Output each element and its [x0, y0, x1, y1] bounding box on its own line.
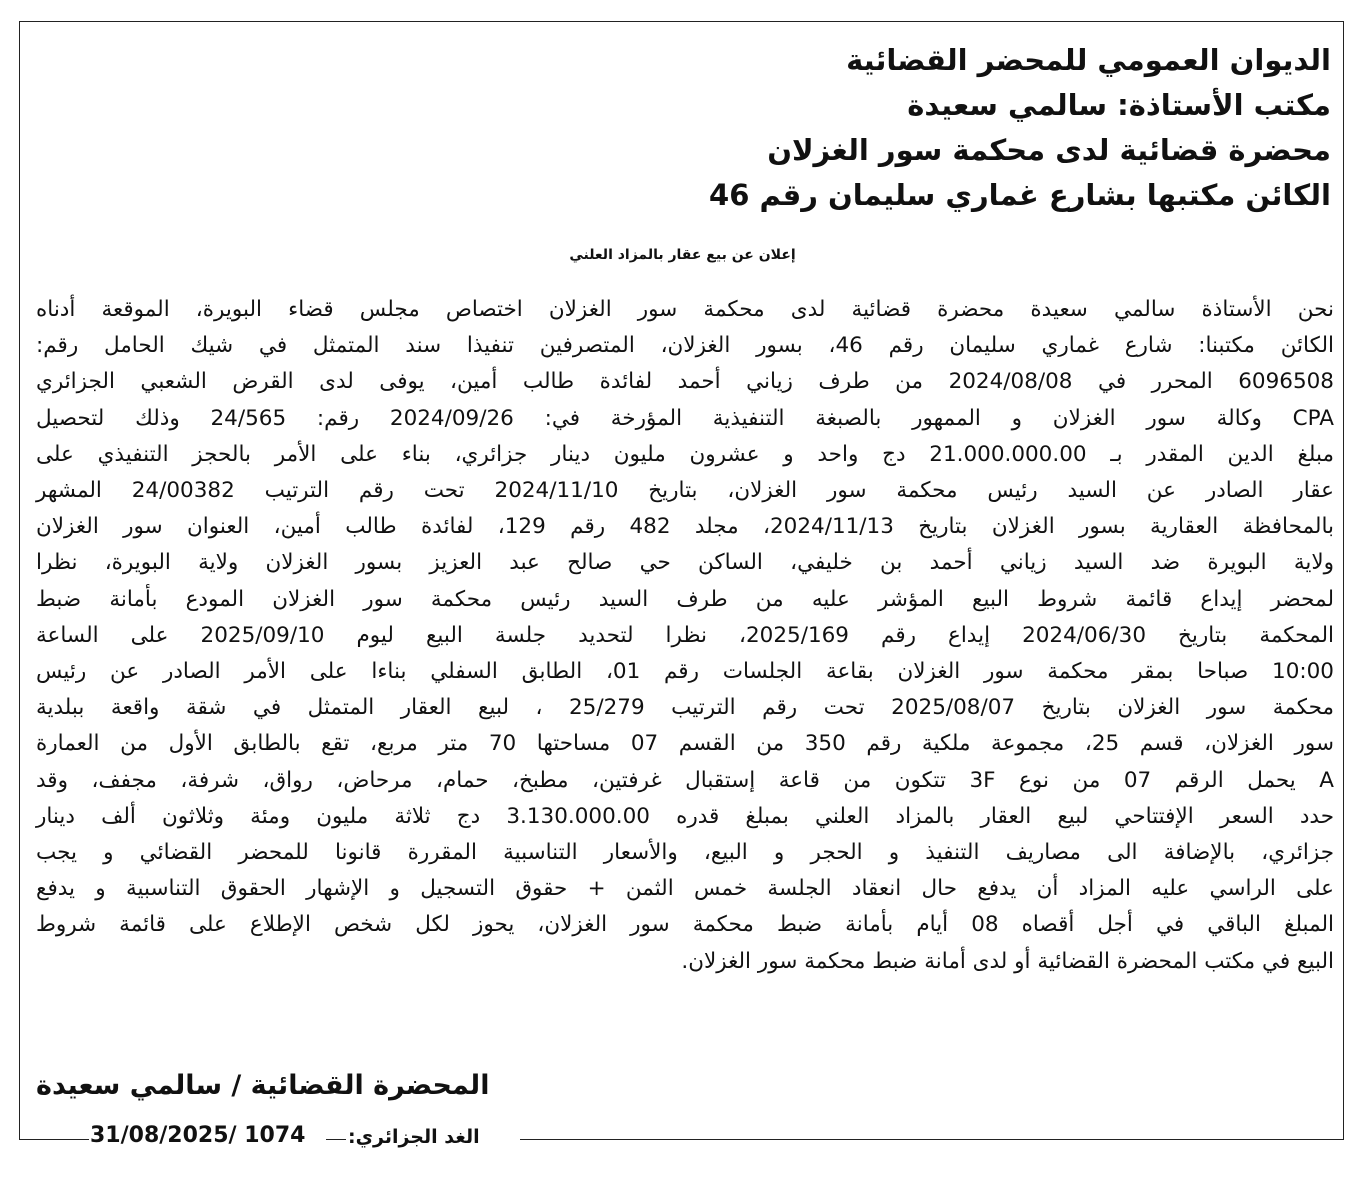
body-line: لمحضر إيداع قائمة شروط البيع المؤشر عليه من طرف السيد رئيس محكمة سور الغزلان المودع بأمانة ضبط [36, 586, 1334, 612]
newspaper-name: الغد الجزائري: [348, 1126, 480, 1148]
office-header [431, 38, 1331, 218]
body-line: عقار الصادر عن السيد رئيس محكمة سور الغزلان، بتاريخ 2024/11/10 تحت رقم الترتيب 24/00382 المشهر [36, 478, 1334, 504]
publication-reference: 31/08/2025/ 1074 [90, 1123, 306, 1148]
bottom-rule-left [19, 1139, 89, 1140]
body-line: محكمة سور الغزلان بتاريخ 2025/08/07 تحت رقم الترتيب 25/279 ، لبيع العقار المتمثل في شقة واقعة ببلدية [36, 695, 1334, 721]
body-line: ولاية البويرة ضد السيد زياني أحمد بن خليفي، الساكن حي صالح عبد العزيز بسور الغزلان ولاية البويرة، نظرا [36, 550, 1334, 576]
body-line: 6096508 المحرر في 2024/08/08 من طرف زياني أحمد لفائدة طالب أمين، يوفى لدى القرض الشعبي الجزائري [36, 369, 1334, 395]
body-line: بالمحافظة العقارية بسور الغزلان بتاريخ 2024/11/13، مجلد 482 رقم 129، لفائدة طالب أمين، العنوان سور الغزلان [36, 514, 1335, 540]
body-line: مبلغ الدين المقدر بـ 21.000.000.00 دج واحد و عشرون مليون دينار جزائري، بناء على الأمر بالحجز التنفيذي على [36, 441, 1335, 467]
body-line: البيع في مكتب المحضرة القضائية أو لدى أمانة ضبط محكمة سور الغزلان. [681, 948, 1334, 974]
header-office-name: الديوان العمومي للمحضر القضائية [846, 43, 1331, 77]
signature: المحضرة القضائية / سالمي سعيدة [36, 1070, 490, 1101]
body-line: على الراسي عليه المزاد أن يدفع حال انعقاد الجلسة خمس الثمن + حقوق التسجيل و الإشهار الحقوق التناسبية و يدفع [36, 876, 1334, 902]
body-line: الكائن مكتبنا: شارع غماري سليمان رقم 46، بسور الغزلان، المتصرفين تنفيذا سند المتمثل في شيك الحامل رقم: [36, 333, 1334, 359]
body-line: المبلغ الباقي في أجل أقصاه 08 أيام بأمانة ضبط محكمة سور الغزلان، يحوز لكل شخص الإطلاع على قائمة شروط [36, 912, 1334, 938]
body-line: A يحمل الرقم 07 من نوع 3F تتكون من قاعة إستقبال غرفتين، مطبخ، حمام، مرحاض، رواق، شرفة، مجفف، وقد [36, 767, 1334, 793]
bottom-rule-right [520, 1139, 1344, 1140]
header-bailiff-name: مكتب الأستاذة: سالمي سعيدة [907, 88, 1331, 122]
bottom-rule-middle [326, 1139, 346, 1140]
notice-body [36, 292, 1334, 980]
notice-title: إعلان عن بيع عقار بالمزاد العلني [569, 247, 796, 263]
header-address: الكائن مكتبها بشارع غماري سليمان رقم 46 [709, 178, 1331, 212]
body-line: المحكمة بتاريخ 2024/06/30 إيداع رقم 2025/169، نظرا لتحديد جلسة البيع ليوم 2025/09/10 على الساعة [36, 622, 1334, 648]
body-line: سور الغزلان، قسم 25، مجموعة ملكية رقم 350 من القسم 07 مساحتها 70 متر مربع، تقع بالطابق الأول من العمارة [36, 731, 1334, 757]
header-court: محضرة قضائية لدى محكمة سور الغزلان [767, 133, 1331, 167]
body-line: جزائري، بالإضافة الى مصاريف التنفيذ و الحجر و البيع، والأسعار التناسبية المقررة قانونا للمحضر القضائي و يجب [36, 840, 1334, 866]
body-line: 10:00 صباحا بمقر محكمة سور الغزلان بقاعة الجلسات رقم 01، الطابق السفلي بناءا على الأمر الصادر عن رئيس [36, 659, 1334, 685]
body-line: CPA وكالة سور الغزلان و الممهور بالصبغة التنفيذية المؤرخة في: 2024/09/26 رقم: 24/565 وذلك لتحصيل [36, 405, 1334, 431]
body-line: حدد السعر الإفتتاحي لبيع العقار بالمزاد العلني بمبلغ قدره 3.130.000.00 دج ثلاثة مليون ومئة وثلاثون ألف دينار [36, 803, 1334, 829]
body-line: نحن الأستاذة سالمي سعيدة محضرة قضائية لدى محكمة سور الغزلان اختصاص مجلس قضاء البويرة، الموقعة أدناه [36, 297, 1334, 322]
